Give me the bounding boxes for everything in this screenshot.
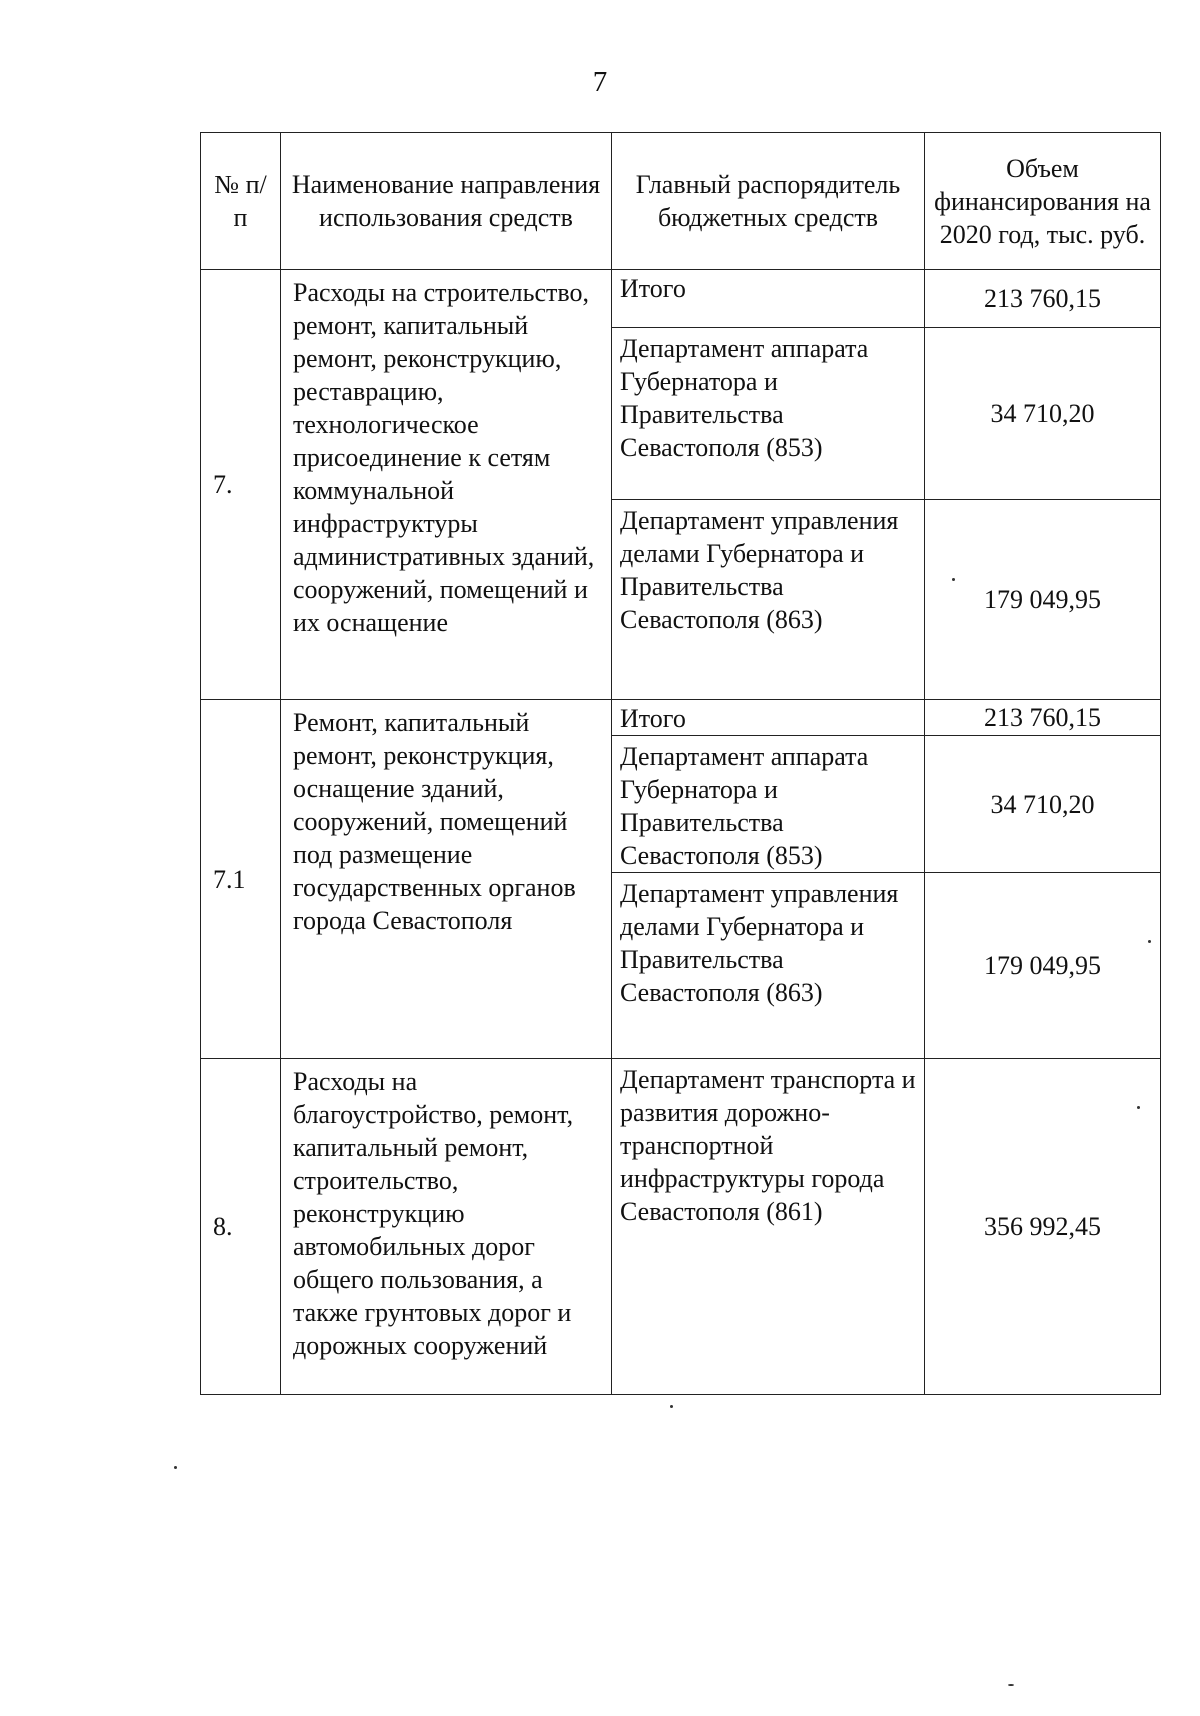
table-header-row <box>201 133 1161 270</box>
row-manager: Департамент управления делами Губернатора и Правительства Севастополя (863) <box>612 873 925 1059</box>
row-number: 8. <box>201 1059 281 1395</box>
row-direction-name: Расходы на благоустройство, ремонт, капитальный ремонт, строительство, реконструкцию автомобильных дорог общего пользования, а также грунтовых дорог и дорожных сооружений <box>281 1059 612 1395</box>
budget-table <box>200 132 1161 1395</box>
table-row <box>201 1059 1161 1395</box>
row-amount: 213 760,15 <box>925 270 1161 328</box>
row-amount: 179 049,95 <box>925 873 1161 1059</box>
header-num: № п/п <box>201 133 281 270</box>
row-amount: 34 710,20 <box>925 736 1161 873</box>
page-number: 7 <box>592 66 608 98</box>
row-amount: 179 049,95 <box>925 500 1161 700</box>
row-direction-name: Ремонт, капитальный ремонт, реконструкция, оснащение зданий, сооружений, помещений под размещение государственных органов города Севастополя <box>281 700 612 1059</box>
row-manager: Департамент транспорта и развития дорожно-транспортной инфраструктуры города Севастополя (861) <box>612 1059 925 1395</box>
row-number: 7.1 <box>201 700 281 1059</box>
header-name: Наименование направления использования средств <box>281 133 612 270</box>
header-amount: Объем финансирования на 2020 год, тыс. руб. <box>925 133 1161 270</box>
row-number: 7. <box>201 270 281 700</box>
row-amount: 34 710,20 <box>925 328 1161 500</box>
row-manager: Итого <box>612 700 925 736</box>
row-direction-name: Расходы на строительство, ремонт, капитальный ремонт, реконструкцию, реставрацию, технологическое присоединение к сетям коммунальной инфраструктуры административных зданий, сооружений, помещений и их оснащение <box>281 270 612 700</box>
row-amount: 213 760,15 <box>925 700 1161 736</box>
header-manager: Главный распорядитель бюджетных средств <box>612 133 925 270</box>
row-manager: Департамент аппарата Губернатора и Правительства Севастополя (853) <box>612 328 925 500</box>
row-amount: 356 992,45 <box>925 1059 1161 1395</box>
table-row <box>201 270 1161 328</box>
row-manager: Итого <box>612 270 925 328</box>
row-manager: Департамент аппарата Губернатора и Правительства Севастополя (853) <box>612 736 925 873</box>
row-manager: Департамент управления делами Губернатора и Правительства Севастополя (863) <box>612 500 925 700</box>
table-row <box>201 700 1161 736</box>
